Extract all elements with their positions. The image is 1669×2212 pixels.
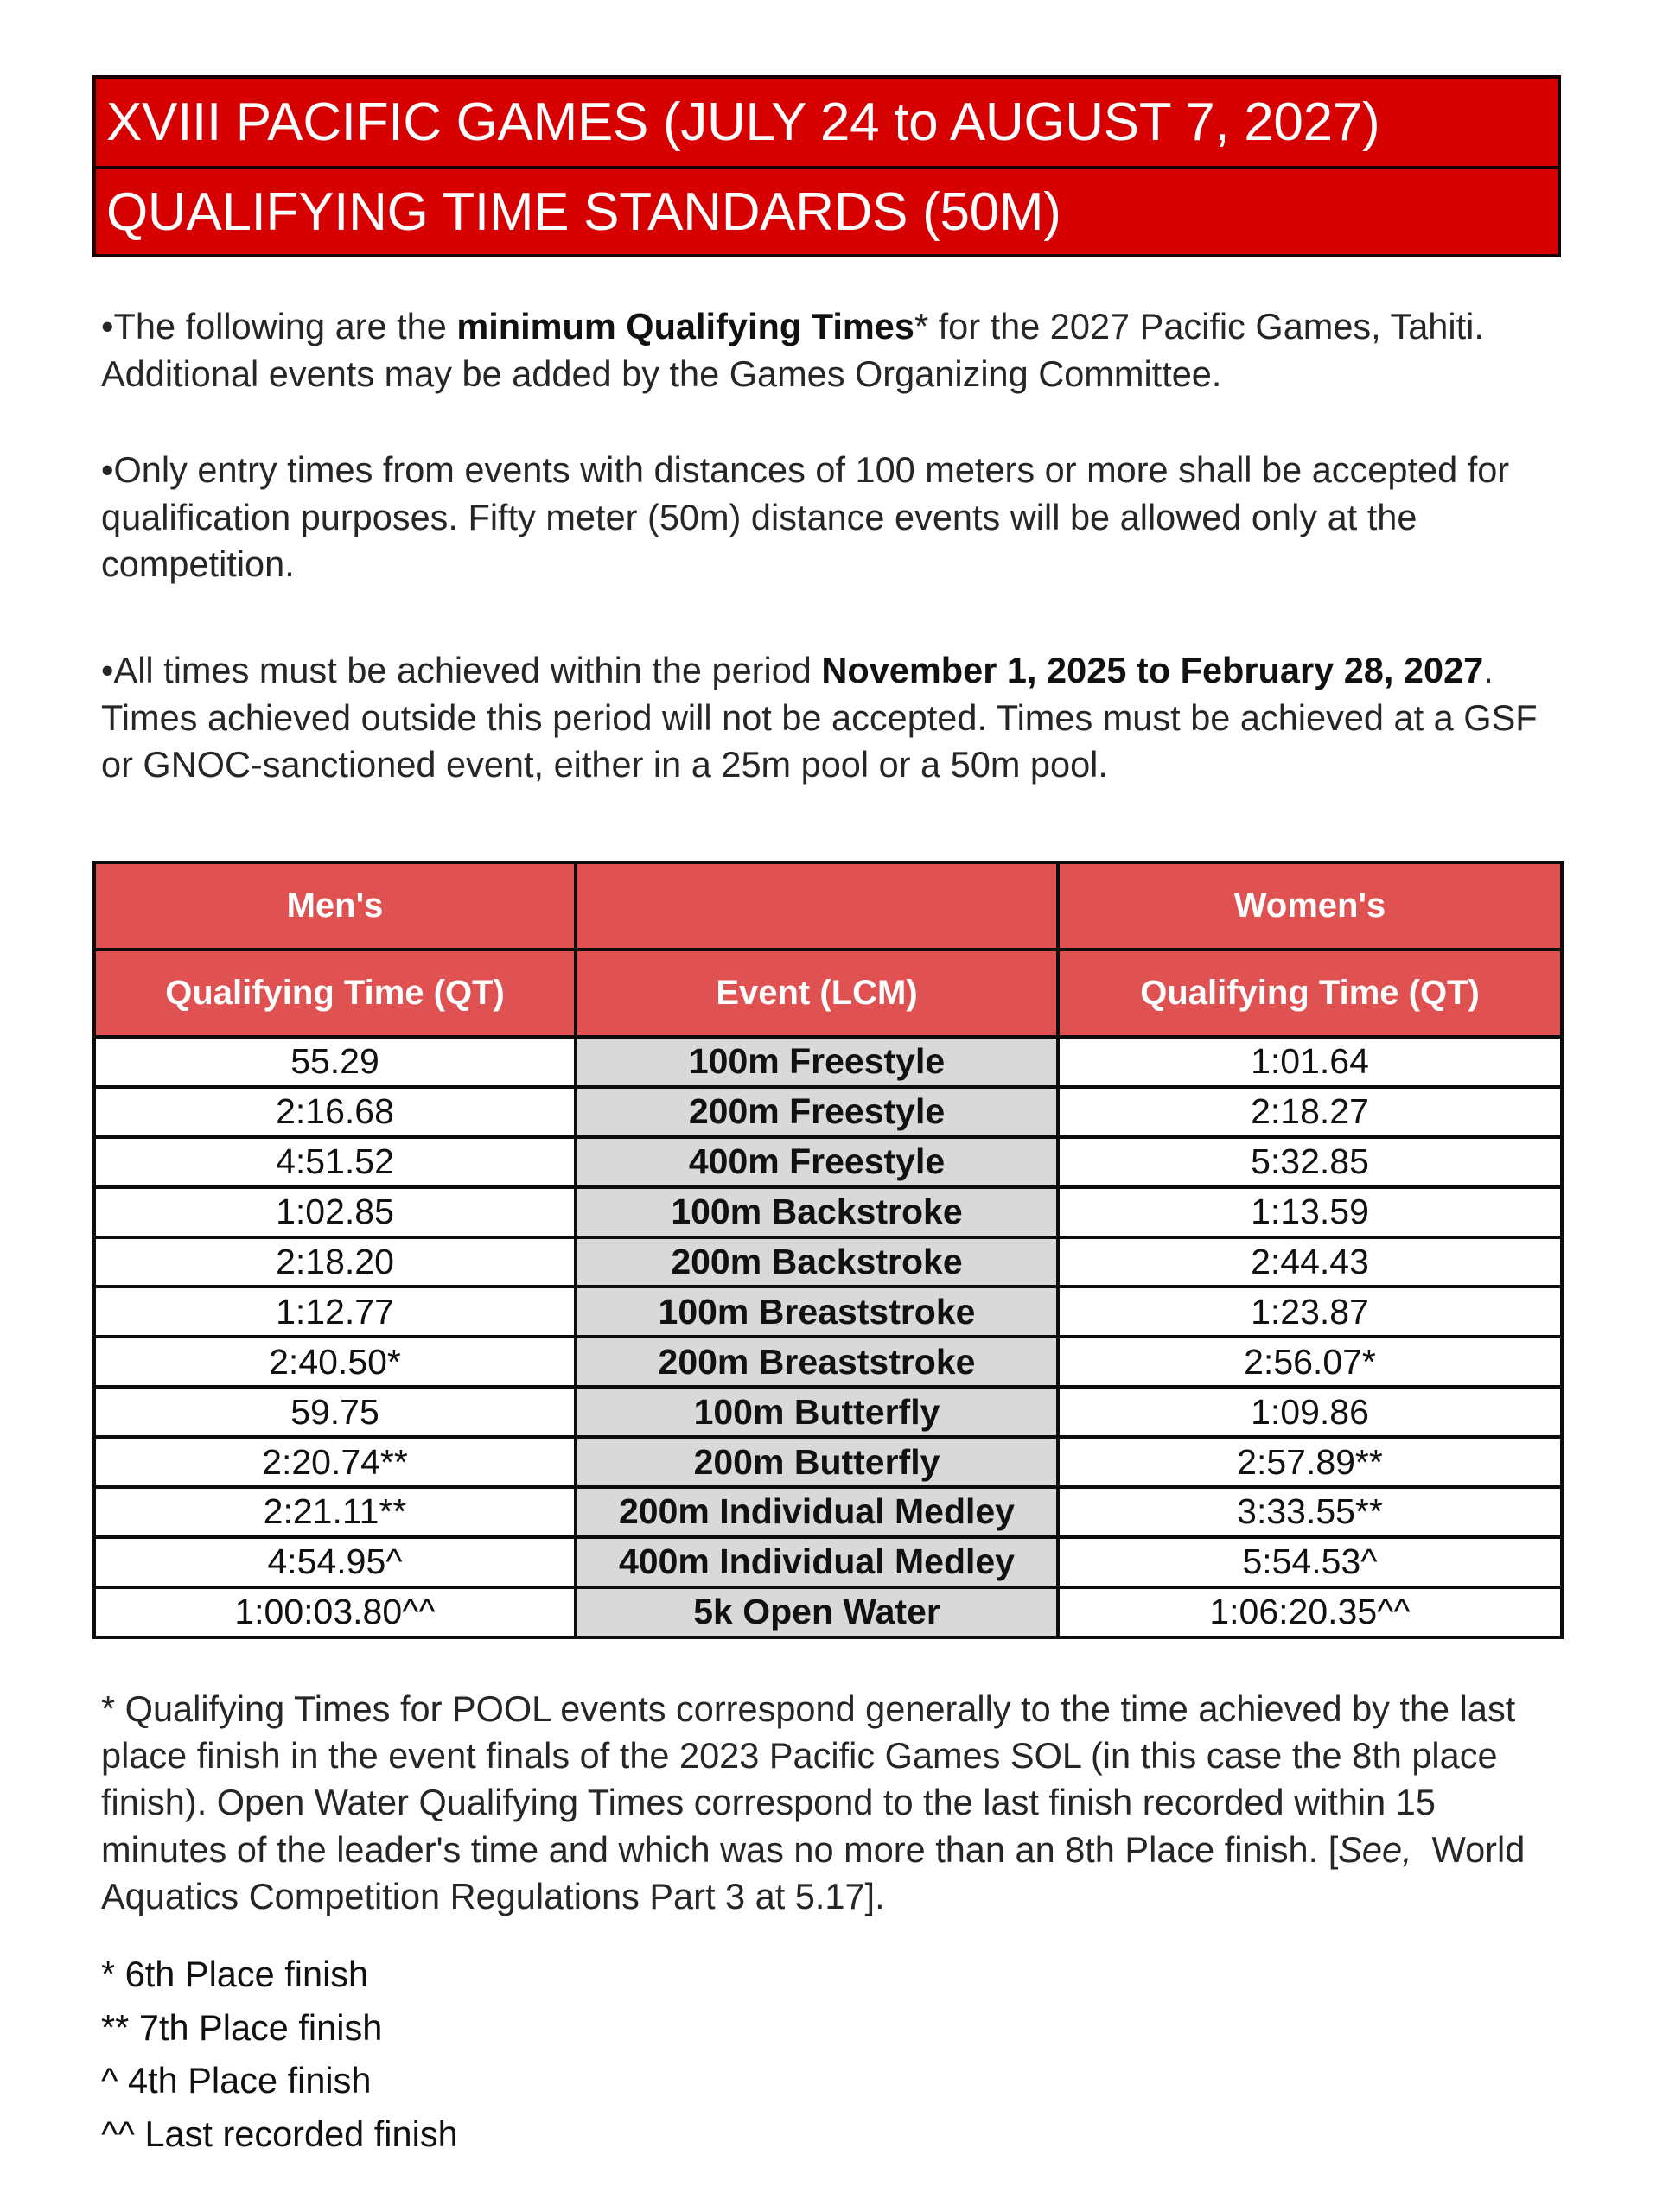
legend-item-single-caret: ^ 4th Place finish (101, 2060, 372, 2101)
column-header-row (94, 950, 1562, 1037)
table-row (94, 1187, 1562, 1237)
mens-time: 1:02.85 (94, 1187, 576, 1237)
header-blank (576, 862, 1058, 950)
event-name: 400m Freestyle (576, 1137, 1058, 1187)
title-banner (92, 75, 1561, 257)
legend-item-single-asterisk: * 6th Place finish (101, 1954, 369, 1994)
header-womens: Women's (1058, 862, 1562, 950)
table-row (94, 1587, 1562, 1637)
p1-text-pre: •The following are the (101, 306, 457, 346)
event-name: 200m Freestyle (576, 1087, 1058, 1137)
mens-time: 59.75 (94, 1387, 576, 1437)
table-row (94, 1387, 1562, 1437)
table-row (94, 1287, 1562, 1337)
womens-time: 2:44.43 (1058, 1237, 1562, 1287)
event-name: 100m Freestyle (576, 1037, 1058, 1087)
womens-time: 5:54.53^ (1058, 1537, 1562, 1587)
header-mens-qt: Qualifying Time (QT) (94, 950, 576, 1037)
event-name: 100m Backstroke (576, 1187, 1058, 1237)
table-row (94, 1087, 1562, 1137)
mens-time: 55.29 (94, 1037, 576, 1087)
womens-time: 2:18.27 (1058, 1087, 1562, 1137)
p1-text-bold: minimum Qualifying Times (456, 306, 914, 346)
mens-time: 2:40.50* (94, 1337, 576, 1387)
event-name: 200m Backstroke (576, 1237, 1058, 1287)
mens-time: 4:54.95^ (94, 1537, 576, 1587)
p1-text-post: * for the 2027 Pacific Games, Tahiti. Additional events may be added by the Games Organizing Committee. (101, 306, 1484, 394)
mens-time: 1:12.77 (94, 1287, 576, 1337)
footnote-text-italic: See, (1338, 1828, 1412, 1870)
group-header-row (94, 862, 1562, 950)
womens-time: 2:57.89** (1058, 1437, 1562, 1487)
header-womens-qt: Qualifying Time (QT) (1058, 950, 1562, 1037)
mens-time: 1:00:03.80^^ (94, 1587, 576, 1637)
title-line-games: XVIII PACIFIC GAMES (JULY 24 to AUGUST 7, 2027) (106, 92, 1380, 152)
mens-time: 2:18.20 (94, 1237, 576, 1287)
womens-time: 2:56.07* (1058, 1337, 1562, 1387)
event-name: 5k Open Water (576, 1587, 1058, 1637)
event-name: 100m Breaststroke (576, 1287, 1058, 1337)
intro-paragraph-qualifying-times (101, 303, 1570, 397)
table-row (94, 1437, 1562, 1487)
event-name: 100m Butterfly (576, 1387, 1058, 1437)
table-row (94, 1537, 1562, 1587)
mens-time: 2:20.74** (94, 1437, 576, 1487)
table-row (94, 1037, 1562, 1087)
womens-time: 3:33.55** (1058, 1487, 1562, 1537)
event-name: 200m Individual Medley (576, 1487, 1058, 1537)
event-name: 200m Breaststroke (576, 1337, 1058, 1387)
womens-time: 1:13.59 (1058, 1187, 1562, 1237)
table-row (94, 1487, 1562, 1537)
qualifying-times-table (92, 861, 1564, 1639)
womens-time: 1:23.87 (1058, 1287, 1562, 1337)
header-event: Event (LCM) (576, 950, 1058, 1037)
legend-item-double-asterisk: ** 7th Place finish (101, 2006, 383, 2048)
event-name: 200m Butterfly (576, 1437, 1058, 1487)
table-row (94, 1337, 1562, 1387)
table-row (94, 1237, 1562, 1287)
intro-paragraph-period-rule (101, 647, 1570, 789)
legend-item-double-caret: ^^ Last recorded finish (101, 2113, 458, 2154)
p3-text-pre: •All times must be achieved within the period (101, 650, 822, 690)
intro-paragraph-distance-rule (101, 447, 1570, 588)
womens-time: 5:32.85 (1058, 1137, 1562, 1187)
p3-text-bold: November 1, 2025 to February 28, 2027 (821, 650, 1484, 690)
mens-time: 2:16.68 (94, 1087, 576, 1137)
womens-time: 1:01.64 (1058, 1037, 1562, 1087)
womens-time: 1:09.86 (1058, 1387, 1562, 1437)
p3-text-post: . Times achieved outside this period will not be accepted. Times must be achieved at a GSF or GNOC-sanctioned event, either in a 25m pool or a 50m pool. (101, 650, 1538, 785)
mens-time: 4:51.52 (94, 1137, 576, 1187)
header-mens: Men's (94, 862, 576, 950)
title-line-standards: QUALIFYING TIME STANDARDS (50M) (96, 166, 1558, 254)
footnote-text-post: World Aquatics Competition Regulations Part 3 at 5.17]. (101, 1828, 1533, 1916)
footnote-text-pre: * Qualifying Times for POOL events correspond generally to the time achieved by the last place finish in the event finals of the 2023 Pacific Games SOL (in this case the 8th place finish). Open Water Qualifying Times correspond to the last finish recorded within 15 minutes of the leader's time and which was no more than an 8th Place finish. [ (101, 1688, 1516, 1870)
womens-time: 1:06:20.35^^ (1058, 1587, 1562, 1637)
symbol-legend (101, 1948, 458, 2160)
mens-time: 2:21.11** (94, 1487, 576, 1537)
footnote-paragraph (101, 1686, 1570, 1920)
table-row (94, 1137, 1562, 1187)
p2-text: •Only entry times from events with distances of 100 meters or more shall be accepted for qualification purposes. Fifty meter (50m) distance events will be allowed only at the competition. (101, 449, 1510, 584)
event-name: 400m Individual Medley (576, 1537, 1058, 1587)
